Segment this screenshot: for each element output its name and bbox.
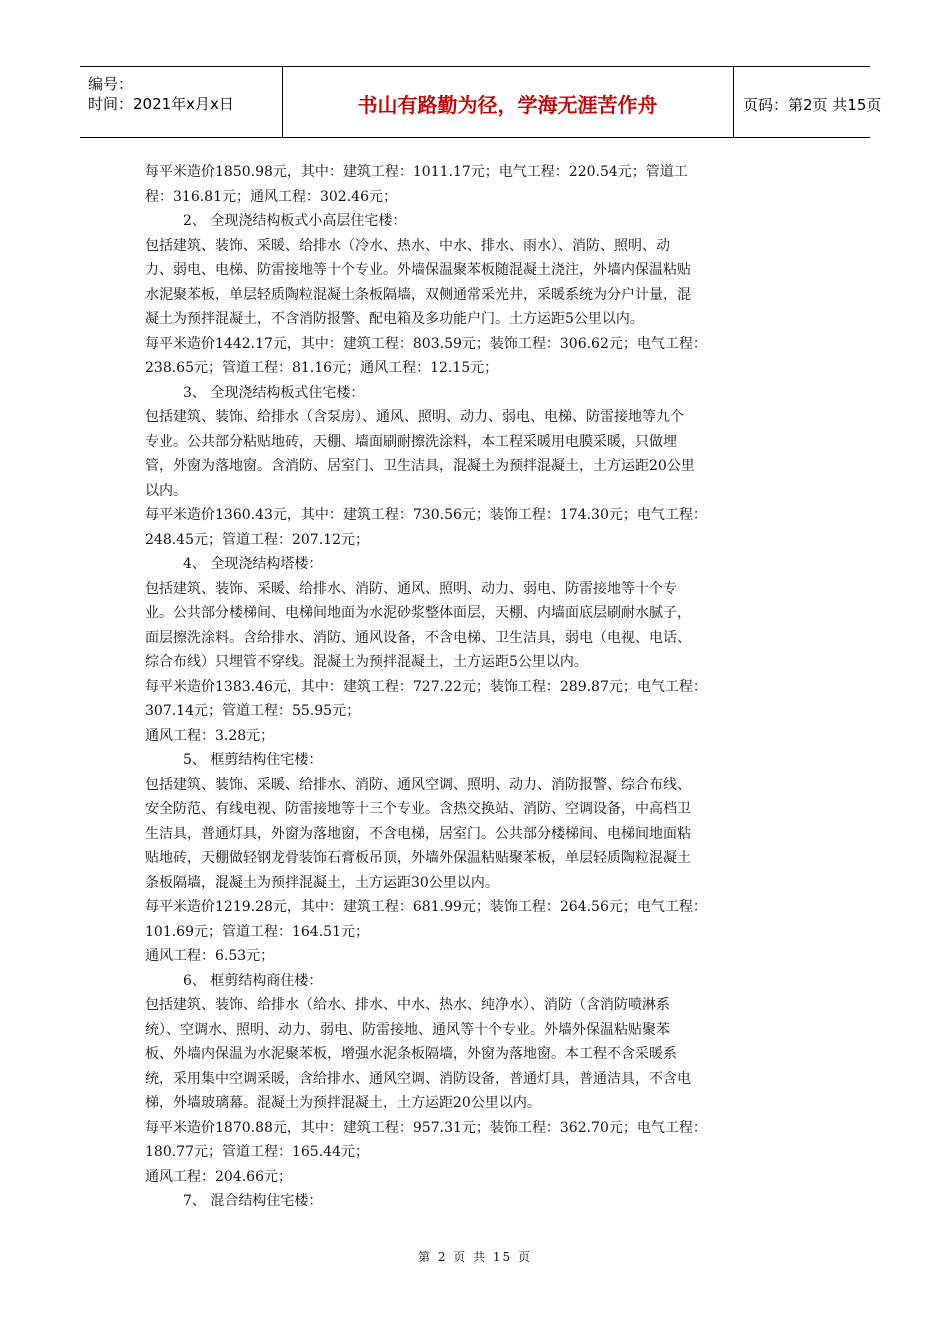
document-date-label: 时间：2021年x月x日 (88, 95, 234, 113)
body-text-line: 包括建筑、装饰、采暖、给排水、消防、通风空调、照明、动力、消防报警、综合布线、 (145, 776, 691, 793)
body-text-line: 通风工程：6.53元； (145, 948, 275, 964)
body-text-line: 力、弱电、电梯、防雷接地等十个专业。外墙保温聚苯板随混凝土浇注，外墙内保温粘贴 (145, 262, 691, 278)
header-motto-cell (282, 67, 734, 137)
header-page-cell (733, 67, 882, 137)
document-body (145, 160, 805, 1214)
body-text-line: 238.65元；管道工程：81.16元；通风工程：12.15元； (145, 360, 499, 376)
body-text-line: 以内。 (145, 482, 187, 499)
body-text-line: 包括建筑、装饰、给排水（给水、排水、中水、热水、纯净水）、消防（含消防喷淋系 (145, 997, 670, 1013)
body-text-line: 每平米造价1442.17元，其中：建筑工程：803.59元；装饰工程：306.62元；电气工程： (145, 335, 707, 352)
body-text-line: 248.45元；管道工程：207.12元； (145, 531, 369, 548)
body-text-line: 生洁具，普通灯具，外窗为落地窗，不含电梯，居室门。公共部分楼梯间、电梯间地面粘 (145, 825, 691, 842)
body-text-line: 包括建筑、装饰、采暖、给排水、消防、通风、照明、动力、弱电、防雷接地等十个专 (145, 580, 677, 597)
body-text-line: 程：316.81元；通风工程：302.46元； (145, 188, 397, 205)
body-text-line: 面层擦洗涂料。含给排水、消防、通风设备，不含电梯、卫生洁具，弱电（电视、电话、 (145, 629, 691, 646)
header-info-cell (80, 67, 283, 137)
body-text-line: 包括建筑、装饰、采暖、给排水（冷水、热水、中水、排水、雨水）、消防、照明、动 (145, 237, 670, 254)
body-text-line: 101.69元；管道工程：164.51元； (145, 923, 369, 940)
body-text-line: 专业。公共部分粘贴地砖，天棚、墙面刷耐擦洗涂料，本工程采暖用电膜采暖，只做埋 (145, 433, 677, 450)
body-text-line: 180.77元；管道工程：165.44元； (145, 1144, 369, 1160)
body-text-line: 梯，外墙玻璃幕。混凝土为预拌混凝土，土方运距20公里以内。 (145, 1095, 541, 1111)
body-text-line: 每平米造价1383.46元，其中：建筑工程：727.22元；装饰工程：289.87元；电气工程： (145, 678, 707, 695)
body-text-line: 统）、空调水、照明、动力、弱电、防雷接地、通风等十个专业。外墙外保温粘贴聚苯 (145, 1021, 670, 1038)
page-header (80, 66, 882, 138)
section-heading: 2、 全现浇结构板式小高层住宅楼： (183, 213, 407, 229)
body-text-line: 凝土为预拌混凝土，不含消防报警、配电箱及多功能户门。土方运距5公里以内。 (145, 311, 644, 327)
body-text-line: 307.14元；管道工程：55.95元； (145, 703, 361, 719)
body-text-line: 通风工程：204.66元； (145, 1168, 292, 1185)
body-text-line: 贴地砖，天棚做轻钢龙骨装饰石膏板吊顶，外墙外保温粘贴聚苯板，单层轻质陶粒混凝土 (145, 850, 691, 866)
body-text-line: 每平米造价1219.28元，其中：建筑工程：681.99元；装饰工程：264.56元；电气工程： (145, 899, 707, 915)
section-heading: 5、 框剪结构住宅楼： (183, 752, 323, 768)
body-text-line: 每平米造价1870.88元，其中：建筑工程：957.31元；装饰工程：362.70元；电气工程： (145, 1119, 707, 1136)
body-text-line: 每平米造价1850.98元，其中：建筑工程：1011.17元；电气工程：220.54元；管道工 (145, 164, 688, 180)
body-text-line: 包括建筑、装饰、给排水（含泵房）、通风、照明、动力、弱电、电梯、防雷接地等九个 (145, 409, 684, 425)
body-text-line: 通风工程：3.28元； (145, 727, 275, 744)
body-text-line: 业。公共部分楼梯间、电梯间地面为水泥砂浆整体面层，天棚、内墙面底层刷耐水腻子， (145, 605, 691, 621)
motto-text: 书山有路勤为径，学海无涯苦作舟 (357, 93, 658, 117)
page-footer: 第 2 页 共 15 页 (418, 1250, 532, 1264)
body-text-line: 条板隔墙，混凝土为预拌混凝土，土方运距30公里以内。 (145, 874, 499, 891)
body-text-line: 安全防范、有线电视、防雷接地等十三个专业。含热交换站、消防、空调设备，中高档卫 (145, 801, 691, 817)
document-code-label: 编号： (88, 75, 134, 93)
body-text-line: 综合布线）只埋管不穿线。混凝土为预拌混凝土，土方运距5公里以内。 (145, 654, 588, 670)
section-heading: 6、 框剪结构商住楼： (183, 972, 323, 989)
body-text-line: 管，外窗为落地窗。含消防、居室门、卫生洁具，混凝土为预拌混凝土，土方运距20公里 (145, 458, 695, 474)
body-text-line: 板、外墙内保温为水泥聚苯板，增强水泥条板隔墙，外窗为落地窗。本工程不含采暖系 (145, 1046, 677, 1062)
body-text-line: 水泥聚苯板，单层轻质陶粒混凝土条板隔墙，双侧通常采光井，采暖系统为分户计量，混 (145, 286, 691, 303)
page-number-label: 页码：第2页 共15页 (743, 96, 882, 114)
body-text-line: 每平米造价1360.43元，其中：建筑工程：730.56元；装饰工程：174.30元；电气工程： (145, 507, 707, 523)
body-text-line: 统，采用集中空调采暖，含给排水、通风空调、消防设备，普通灯具，普通洁具，不含电 (145, 1070, 691, 1087)
section-heading: 3、 全现浇结构板式住宅楼： (183, 384, 365, 401)
section-heading: 4、 全现浇结构塔楼： (183, 556, 323, 572)
section-heading: 7、 混合结构住宅楼： (183, 1193, 323, 1209)
